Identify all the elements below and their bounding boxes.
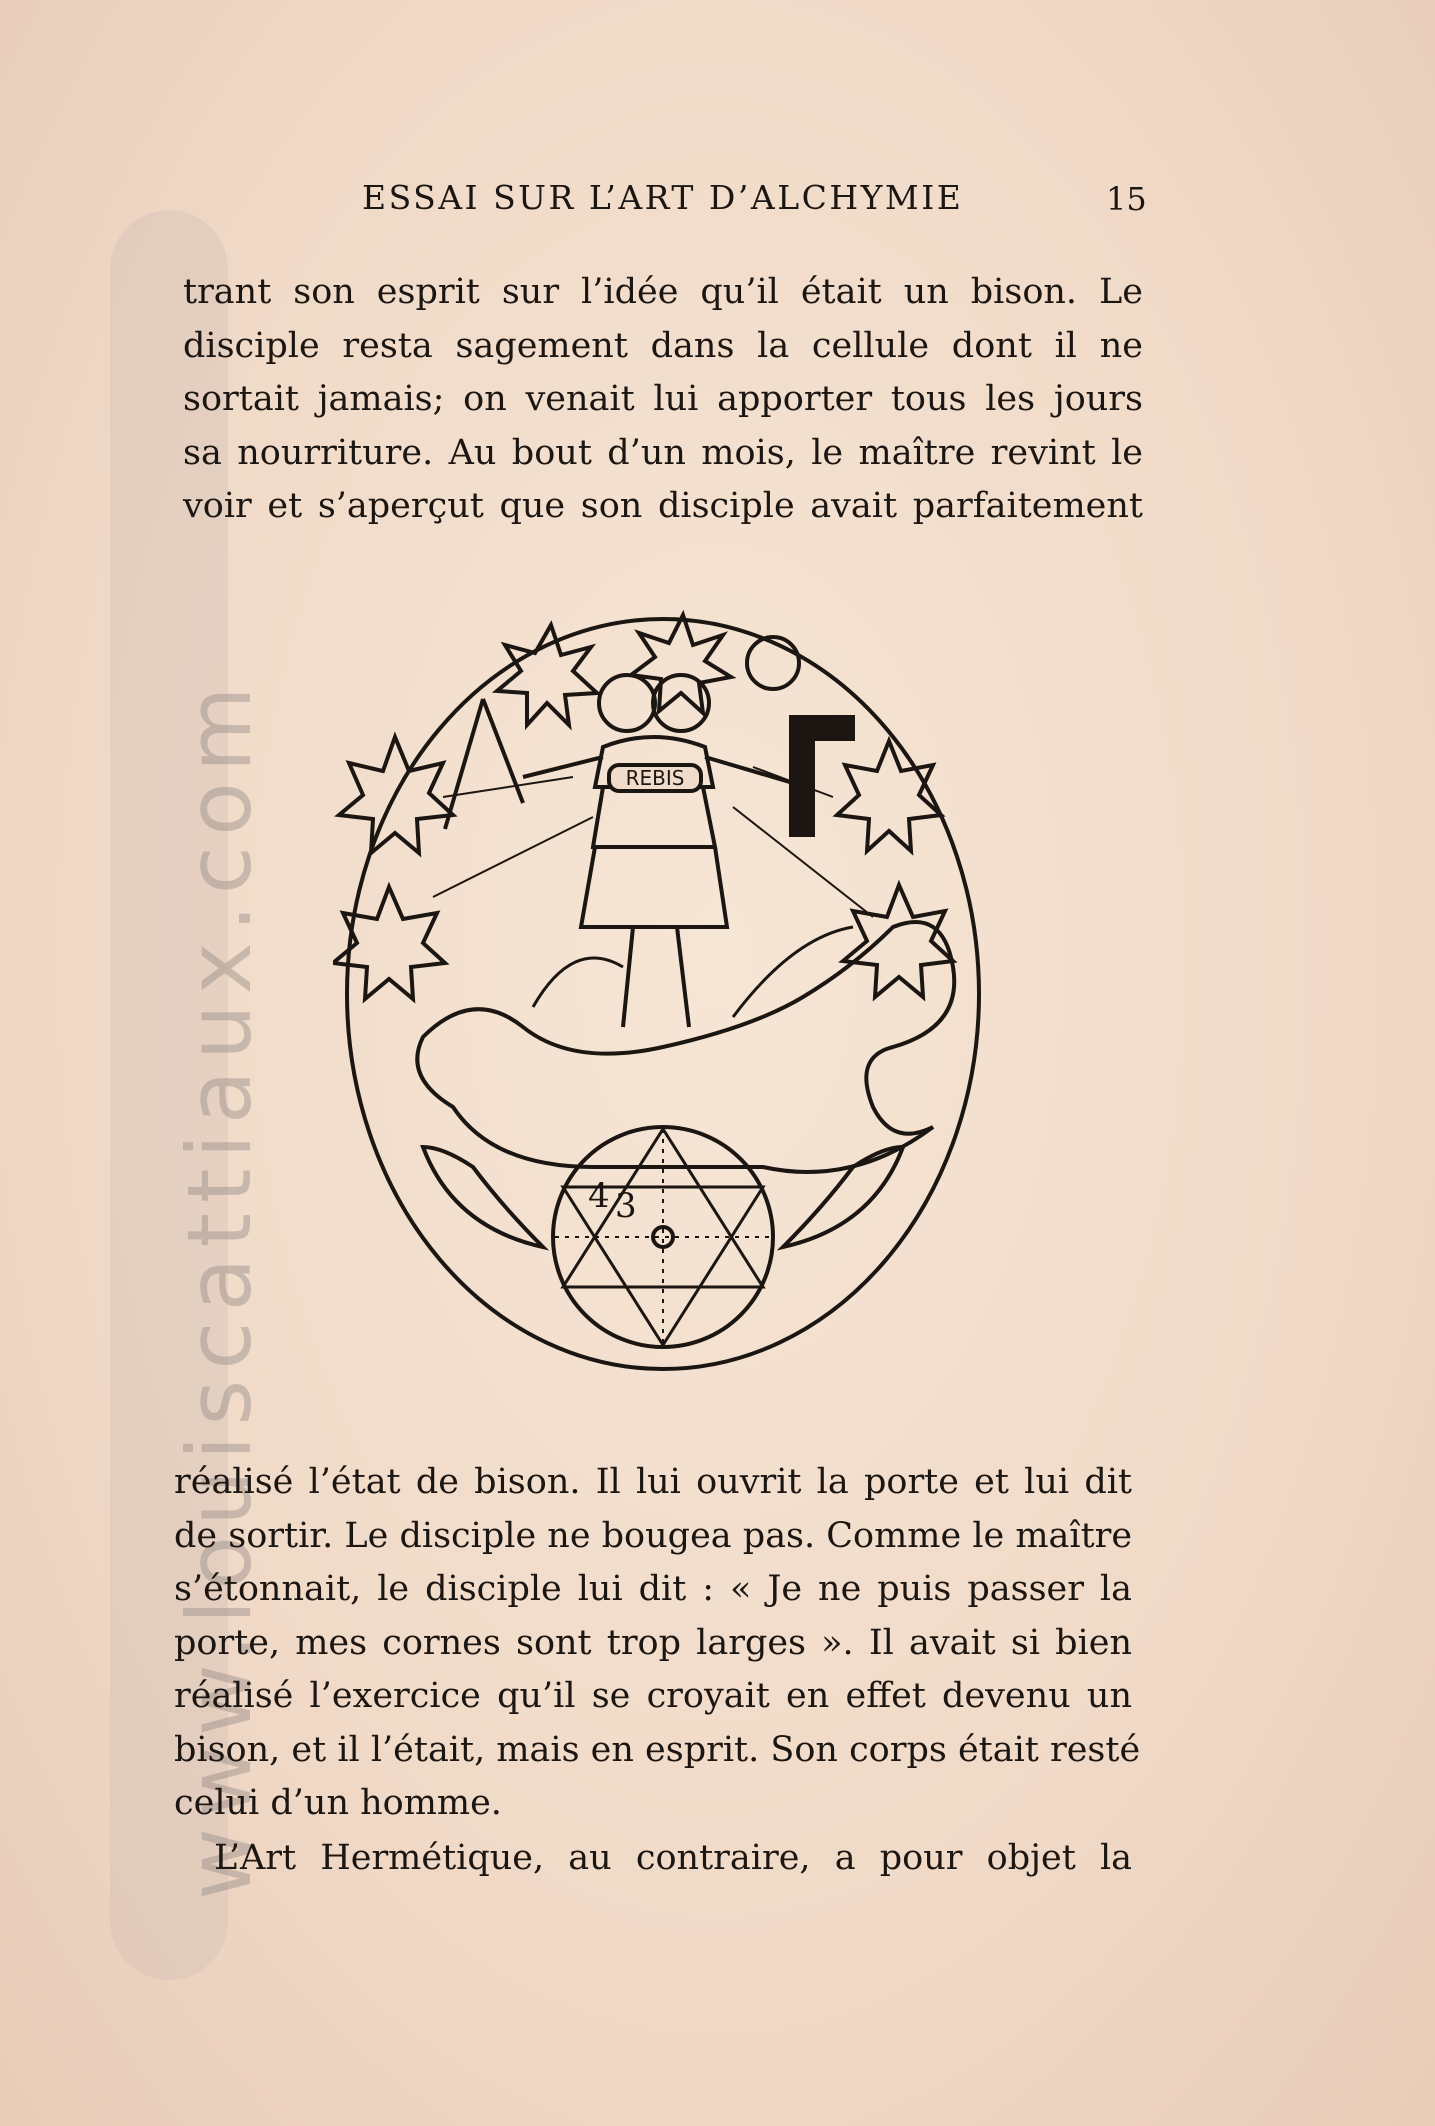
- text-line: sa nourriture. Au bout d’un mois, le maître revint le: [183, 432, 1143, 473]
- dragon: [417, 922, 954, 1172]
- paragraph-last: [174, 1832, 1132, 1886]
- text-line: L’Art Hermétique, au contraire, a pour objet la: [214, 1838, 1132, 1878]
- star-icon: [631, 615, 731, 713]
- text-line: réalisé l’exercice qu’il se croyait en effet devenu un: [174, 1676, 1132, 1716]
- rebis-alchemical-illustration: [333, 607, 993, 1387]
- left-wing: [423, 1147, 543, 1247]
- text-line: de sortir. Le disciple ne bougea pas. Comme le maître: [174, 1515, 1133, 1556]
- svg-text:4: 4: [588, 1176, 610, 1216]
- page-number: 15: [1106, 180, 1147, 218]
- star-icon: [837, 741, 941, 851]
- text-line: porte, mes cornes sont trop larges ». Il avait si bien: [174, 1622, 1132, 1663]
- watermark-text: www.louiscattiaux.com: [168, 676, 271, 1900]
- text-line: voir et s’aperçut que son disciple avait parfaitement: [183, 486, 1143, 526]
- svg-text:REBIS: REBIS: [625, 766, 685, 790]
- star-icon: [843, 885, 953, 997]
- text-line: réalisé l’état de bison. Il lui ouvrit la porte et lui dit: [174, 1462, 1132, 1502]
- text-line: disciple resta sagement dans la cellule dont il ne: [183, 325, 1143, 366]
- paragraph-top: [183, 266, 1143, 534]
- rebis-figure: [523, 675, 793, 1027]
- text-line: s’étonnait, le disciple lui dit : « Je ne puis passer la: [174, 1569, 1132, 1609]
- text-line: sortait jamais; on venait lui apporter tous les jours: [183, 379, 1143, 419]
- running-title: ESSAI SUR L’ART D’ALCHYMIE: [362, 178, 964, 217]
- crescent-moon-icon: [747, 637, 799, 689]
- paragraph-bottom: [174, 1456, 1141, 1831]
- text-line: trant son esprit sur l’idée qu’il était un bison. Le: [183, 272, 1143, 312]
- text-line: bison, et il l’était, mais en esprit. Son corps était resté: [174, 1729, 1141, 1770]
- star-icon: [497, 625, 597, 725]
- right-wing: [783, 1147, 903, 1247]
- svg-text:3: 3: [615, 1186, 637, 1226]
- text-line: celui d’un homme.: [174, 1783, 502, 1823]
- egg-outline: [347, 619, 979, 1369]
